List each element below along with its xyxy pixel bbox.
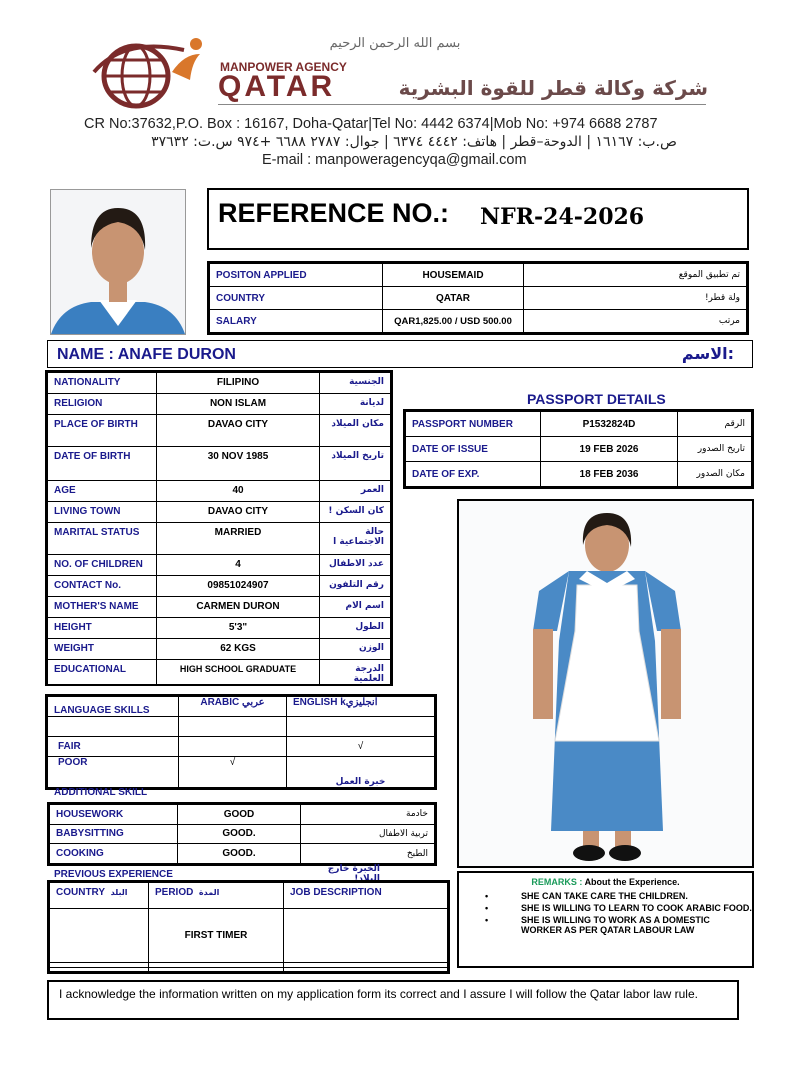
personal-label-ar: لديانة — [320, 394, 391, 415]
personal-details-table — [45, 370, 393, 686]
table-row — [48, 555, 391, 576]
table-row — [48, 481, 391, 502]
agency-name-small: MANPOWER AGENCY — [220, 60, 347, 74]
table-row — [50, 967, 448, 972]
personal-value: HIGH SCHOOL GRADUATE — [157, 660, 320, 685]
remarks-heading: REMARKS : About the Experience. — [531, 877, 680, 887]
personal-label-ar: كان السكن ! — [320, 502, 391, 523]
reference-label: REFERENCE NO.: — [218, 198, 450, 228]
personal-label: EDUCATIONAL — [48, 660, 157, 685]
passport-table — [403, 409, 754, 489]
bismillah-calligraphy: بسم الله الرحمن الرحيم — [329, 36, 461, 51]
table-row — [48, 576, 391, 597]
skill-housework-ar: خادمة — [301, 805, 435, 825]
table-row — [50, 805, 435, 825]
applicant-name-ar: الاسم: — [681, 344, 734, 363]
personal-value: FILIPINO — [157, 373, 320, 394]
table-row — [48, 697, 435, 717]
table-row — [210, 264, 747, 287]
personal-label-ar: العمر — [320, 481, 391, 502]
applicant-name: NAME : ANAFE DURON — [57, 346, 236, 363]
personal-value: DAVAO CITY — [157, 415, 320, 447]
table-row — [406, 462, 752, 487]
table-row — [50, 909, 448, 963]
table-row — [48, 415, 391, 447]
exp-job-header: JOB DESCRIPTION — [284, 883, 448, 909]
acknowledgement-box — [47, 980, 739, 1020]
contact-line-arabic: ص.ب: ١٦١٦٧ | الدوحة–قطر | هاتف: ٤٤٤٢ ٦٣٧٤ | جوال: ٢٧٨٧ ٦٦٨٨ +٩٧٤ س.ت: ٣٧٦٣٢ — [151, 134, 677, 150]
previous-experience-header: PREVIOUS EXPERIENCE — [54, 869, 173, 880]
personal-value: 09851024907 — [157, 576, 320, 597]
personal-label-ar: الوزن — [320, 639, 391, 660]
skill-cooking-label: COOKING — [50, 844, 178, 864]
exp-first-timer: FIRST TIMER — [149, 909, 284, 963]
personal-value: 4 — [157, 555, 320, 576]
expiry-date-ar: مكان الصدور — [678, 462, 752, 487]
bullet-icon: • — [485, 891, 489, 901]
table-row — [50, 883, 448, 909]
table-row — [50, 824, 435, 844]
table-row — [48, 660, 391, 685]
personal-label-ar: رقم التلفون — [320, 576, 391, 597]
country-value: QATAR — [383, 287, 524, 310]
previous-experience-header-ar: الخبرة خارج البلاد! — [327, 864, 380, 884]
personal-label-ar: حالة الاجتماعية ا — [320, 523, 391, 555]
table-row — [48, 618, 391, 639]
personal-label: MOTHER'S NAME — [48, 597, 157, 618]
personal-label: RELIGION — [48, 394, 157, 415]
expiry-date-value: 18 FEB 2036 — [541, 462, 678, 487]
table-row — [48, 523, 391, 555]
letterhead — [0, 0, 809, 175]
personal-label: DATE OF BIRTH — [48, 447, 157, 481]
personal-label: AGE — [48, 481, 157, 502]
language-skills-header: LANGUAGE SKILLS — [48, 697, 179, 717]
issue-date-label: DATE OF ISSUE — [406, 437, 541, 462]
table-row — [210, 310, 747, 333]
issue-date-ar: تاريخ الصدور — [678, 437, 752, 462]
personal-label: MARITAL STATUS — [48, 523, 157, 555]
expiry-date-label: DATE OF EXP. — [406, 462, 541, 487]
header-rule — [218, 104, 706, 105]
skill-housework-value: GOOD — [178, 805, 301, 825]
table-row — [406, 437, 752, 462]
personal-label-ar: الطول — [320, 618, 391, 639]
table-row — [48, 639, 391, 660]
skill-babysitting-label: BABYSITTING — [50, 824, 178, 844]
language-skills-table — [45, 694, 437, 790]
personal-label-ar: اسم الام — [320, 597, 391, 618]
fair-english-check: √ — [287, 737, 435, 757]
passport-title: PASSPORT DETAILS — [527, 391, 666, 407]
salary-label: SALARY — [210, 310, 383, 333]
poor-arabic-check: √ — [179, 757, 287, 788]
poor-label: POOR — [48, 757, 179, 788]
table-row — [48, 447, 391, 481]
personal-label-ar: الدرجة العلمية — [320, 660, 391, 685]
passport-number-value: P1532824D — [541, 412, 678, 437]
email-line: E-mail : manpoweragencyqa@gmail.com — [262, 152, 527, 168]
personal-label-ar: مكان الميلاد — [320, 415, 391, 447]
table-row — [48, 502, 391, 523]
exp-period-header: PERIOD المدة — [149, 883, 284, 909]
country-label-ar: ولة قطر! — [524, 287, 747, 310]
remarks-list — [459, 891, 752, 935]
salary-value: QAR1,825.00 / USD 500.00 — [383, 310, 524, 333]
table-row — [406, 412, 752, 437]
bullet-icon: • — [485, 903, 489, 913]
personal-value: 30 NOV 1985 — [157, 447, 320, 481]
personal-value: 40 — [157, 481, 320, 502]
table-row — [48, 597, 391, 618]
salary-label-ar: مرتب — [524, 310, 747, 333]
personal-value: 62 KGS — [157, 639, 320, 660]
personal-value: DAVAO CITY — [157, 502, 320, 523]
personal-label: WEIGHT — [48, 639, 157, 660]
personal-value: CARMEN DURON — [157, 597, 320, 618]
position-table — [207, 261, 749, 335]
personal-label-ar: الجنسية — [320, 373, 391, 394]
remarks-box — [457, 871, 754, 968]
exp-country-header: COUNTRY البلد — [50, 883, 149, 909]
position-label: POSITON APPLIED — [210, 264, 383, 287]
reference-number: NFR-24-2026 — [480, 204, 645, 230]
personal-label-ar: تاريخ الميلاد — [320, 447, 391, 481]
additional-skills-table — [47, 802, 437, 866]
person-full-body-icon — [459, 501, 752, 866]
work-experience-ar: خبرة العمل — [287, 757, 435, 788]
remark-item: • SHE IS WILLING TO LEARN TO COOK ARABIC FOOD. — [485, 903, 752, 913]
personal-value: NON ISLAM — [157, 394, 320, 415]
skill-babysitting-ar: تربية الاطفال — [301, 824, 435, 844]
full-body-photo — [457, 499, 754, 868]
name-bar — [47, 340, 753, 368]
previous-experience-table — [47, 880, 450, 974]
table-row — [48, 373, 391, 394]
table-row — [210, 287, 747, 310]
reference-box — [207, 188, 749, 250]
contact-line-english: CR No:37632,P.O. Box : 16167, Doha-Qatar|Tel No: 4442 6374|Mob No: +974 6688 2787 — [84, 116, 658, 132]
personal-label: CONTACT No. — [48, 576, 157, 597]
table-row — [48, 737, 435, 757]
agency-name-big: QATAR — [218, 70, 336, 103]
portrait-photo — [50, 189, 186, 335]
table-row — [48, 394, 391, 415]
personal-value: 5'3" — [157, 618, 320, 639]
skill-housework-label: HOUSEWORK — [50, 805, 178, 825]
bullet-icon: • — [485, 915, 489, 925]
personal-label: LIVING TOWN — [48, 502, 157, 523]
additional-skill-header: ADDITIONAL SKILL — [54, 787, 148, 798]
table-row — [48, 757, 435, 788]
passport-number-label: PASSPORT NUMBER — [406, 412, 541, 437]
position-value: HOUSEMAID — [383, 264, 524, 287]
personal-label: NATIONALITY — [48, 373, 157, 394]
position-label-ar: تم تطبيق الموقع — [524, 264, 747, 287]
personal-value: MARRIED — [157, 523, 320, 555]
agency-name-arabic: شركة وكالة قطر للقوة البشرية — [398, 76, 708, 100]
arabic-column: ARABIC عربي — [179, 697, 287, 717]
fair-label: FAIR — [48, 737, 179, 757]
issue-date-value: 19 FEB 2026 — [541, 437, 678, 462]
skill-cooking-ar: الطبخ — [301, 844, 435, 864]
globe-logo-icon — [84, 32, 214, 112]
skill-babysitting-value: GOOD. — [178, 824, 301, 844]
skill-cooking-value: GOOD. — [178, 844, 301, 864]
remark-item: • SHE IS WILLING TO WORK AS A DOMESTIC WORKER AS PER QATAR LABOUR LAW — [485, 915, 710, 935]
remark-item: • SHE CAN TAKE CARE THE CHILDREN. — [485, 891, 688, 901]
personal-label: HEIGHT — [48, 618, 157, 639]
personal-label-ar: عدد الاطفال — [320, 555, 391, 576]
passport-number-ar: الرقم — [678, 412, 752, 437]
person-portrait-icon — [51, 190, 185, 334]
personal-label: NO. OF CHILDREN — [48, 555, 157, 576]
table-row — [50, 844, 435, 864]
personal-label: PLACE OF BIRTH — [48, 415, 157, 447]
table-row — [48, 717, 435, 737]
acknowledgement-text: I acknowledge the information written on my application form its correct and I assure I will follow the Qatar labor law rule. — [59, 987, 698, 1001]
country-label: COUNTRY — [210, 287, 383, 310]
english-column: ENGLISH kانجليزي — [287, 697, 435, 717]
